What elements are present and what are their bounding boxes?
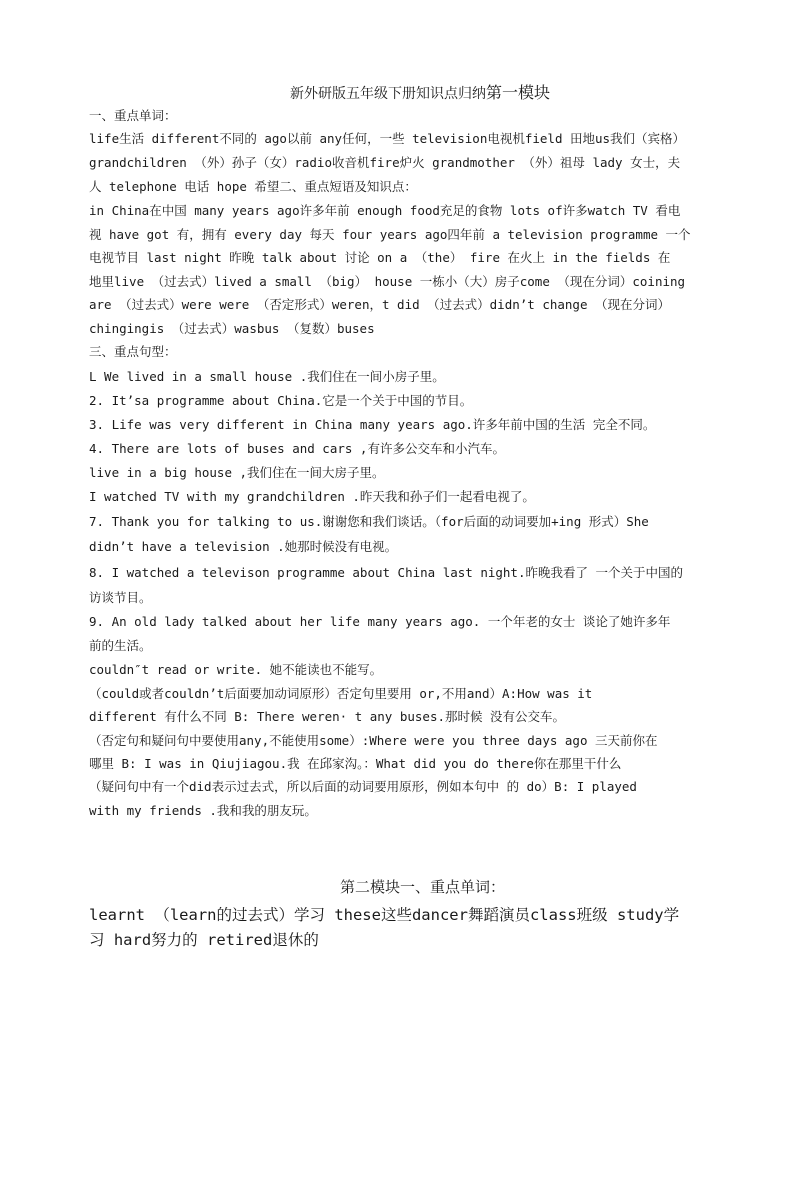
- text-line: 哪里 B: I was in Qiujiagou.我 在邱家沟。：What did you do there你在那里干什么: [89, 756, 622, 771]
- text-line: life生活 different不同的 ago以前 any任何，一些 television电视机field 田地us我们（宾格）: [89, 131, 686, 146]
- text-line: （疑问句中有一个did表示过去式，所以后面的动词要用原形，例如本句中 的 do）B: I played: [89, 779, 637, 794]
- text-line: 4. There are lots of buses and cars ,有许多公交车和小汽车。: [89, 441, 505, 456]
- text-line: live in a big house ,我们住在一间大房子里。: [89, 465, 385, 480]
- text-line: chingingis （过去式）wasbus （复数）buses: [89, 321, 375, 336]
- text-line: L We lived in a small house .我们住在一间小房子里。: [89, 369, 445, 384]
- text-line: 7. Thank you for talking to us.谢谢您和我们谈话。（for后面的动词要加+ing 形式）She: [89, 514, 649, 529]
- module2-title: 第二模块一、重点单词：: [340, 878, 506, 896]
- text-line: 8. I watched a televison programme about China last night.昨晚我看了 一个关于中国的: [89, 565, 684, 580]
- text-line: 视 have got 有，拥有 every day 每天 four years ago四年前 a television programme 一个: [89, 227, 691, 242]
- text-line: I watched TV with my grandchildren .昨天我和孙子们一起看电视了。: [89, 489, 535, 504]
- text-line: 电视节目 last night 昨晚 talk about 讨论 on a （the） fire 在火上 in the fields 在: [89, 250, 671, 265]
- text-line: （could或者couldn’t后面要加动词原形）否定句里要用 or,不用and）A:How was it: [89, 686, 593, 701]
- text-line: 一、重点单词：: [89, 108, 177, 123]
- text-line: grandchildren （外）孙子（女）radio收音机fire炉火 grandmother （外）祖母 lady 女士，夫: [89, 155, 681, 170]
- module1-title: [290, 80, 550, 103]
- text-line: 访谈节目。: [89, 590, 152, 605]
- text-line: 前的生活。: [89, 638, 152, 653]
- text-line: （否定句和疑问句中要使用any,不能使用some）:Where were you three days ago 三天前你在: [89, 733, 658, 748]
- text-line: learnt （learn的过去式）学习 these这些dancer舞蹈演员class班级 study学: [89, 906, 680, 924]
- text-line: didn’t have a television .她那时候没有电视。: [89, 539, 398, 554]
- text-line: 三、重点句型：: [89, 344, 177, 359]
- text-line: couldn″t read or write. 她不能读也不能写。: [89, 662, 383, 677]
- text-line: 地里live （过去式）lived a small （big） house 一栋小（大）房子come （现在分词）coining: [89, 274, 686, 289]
- text-line: 2. It’sa programme about China.它是一个关于中国的节目。: [89, 393, 473, 408]
- text-line: 3. Life was very different in China many years ago.许多年前中国的生活 完全不同。: [89, 417, 656, 432]
- module1-title-big: 第一模块: [486, 83, 551, 102]
- module1-title-text: 新外研版五年级下册知识点归纳: [290, 86, 486, 102]
- text-line: different 有什么不同 B: There weren· t any buses.那时候 没有公交车。: [89, 709, 566, 724]
- text-line: are （过去式）were were （否定形式）weren，t did （过去式）didn’t change （现在分词）: [89, 297, 671, 312]
- text-line: 习 hard努力的 retired退休的: [89, 931, 319, 949]
- text-line: 9. An old lady talked about her life many years ago. 一个年老的女士 谈论了她许多年: [89, 614, 671, 629]
- text-line: with my friends .我和我的朋友玩。: [89, 803, 317, 818]
- text-line: in China在中国 many years ago许多年前 enough food充足的食物 lots of许多watch TV 看电: [89, 203, 681, 218]
- text-line: 人 telephone 电话 hope 希望二、重点短语及知识点：: [89, 179, 417, 194]
